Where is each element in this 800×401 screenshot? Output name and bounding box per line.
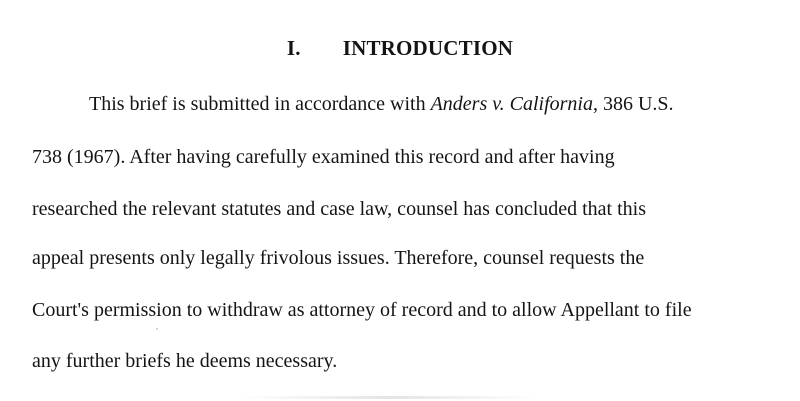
scan-speck [156, 328, 158, 330]
line1-text-after: , 386 U.S. [592, 93, 674, 115]
line1-text-before: This brief is submitted in accordance with [89, 93, 431, 115]
paragraph-line-5: Court's permission to withdraw as attorney of record and to allow Appellant to file [32, 299, 692, 321]
paragraph-line-4: appeal presents only legally frivolous issues. Therefore, counsel requests the [32, 247, 645, 269]
section-heading [0, 36, 800, 61]
paragraph-line-6: any further briefs he deems necessary. [32, 350, 338, 372]
section-number: I. [286, 36, 301, 60]
case-citation-name: Anders v. California [430, 93, 593, 115]
scan-edge-shadow [240, 396, 540, 399]
section-title: INTRODUCTION [342, 36, 514, 60]
paragraph-line-2: 738 (1967). After having carefully examined this record and after having [32, 146, 615, 168]
paragraph-line-1 [89, 94, 674, 114]
paragraph-line-3: researched the relevant statutes and case law, counsel has concluded that this [32, 198, 647, 220]
